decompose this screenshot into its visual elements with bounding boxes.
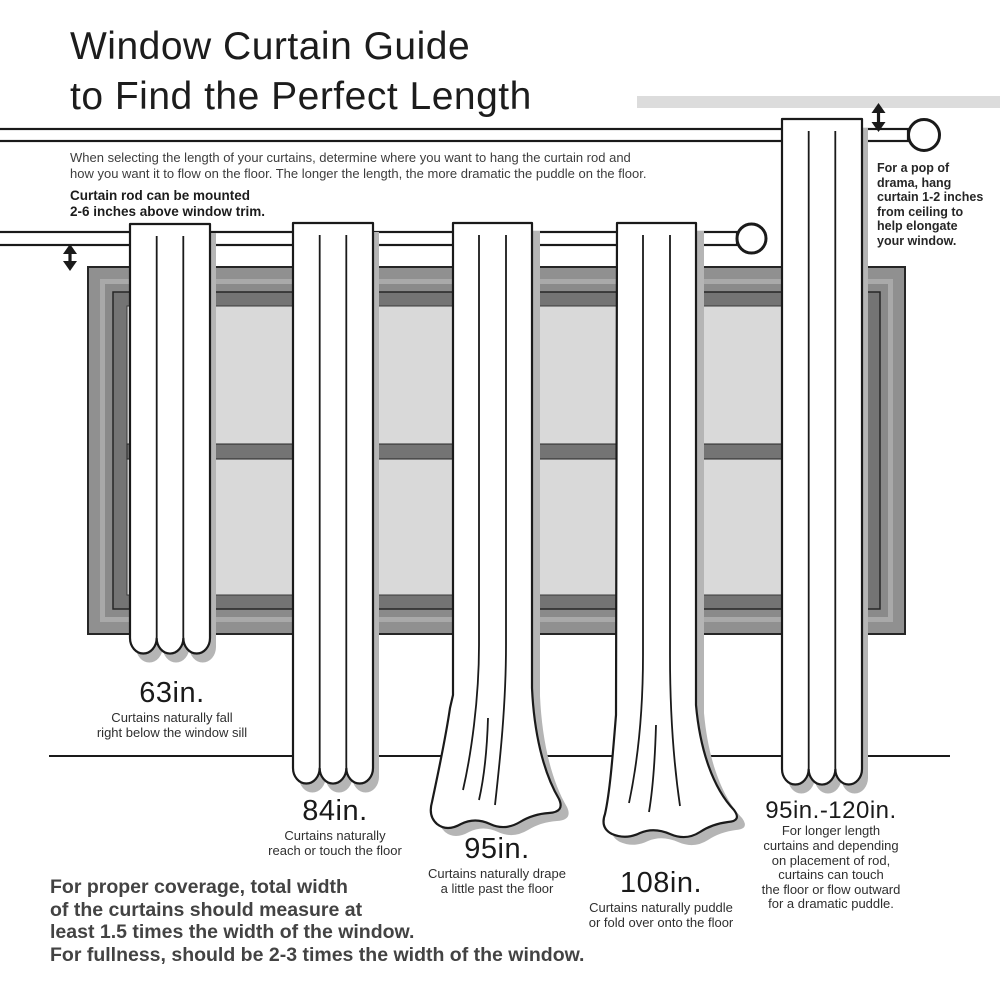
label-95-120in-desc-3: on placement of rod,: [771, 852, 891, 868]
coverage-line-2: of the curtains should measure at: [50, 898, 363, 921]
coverage-note: [50, 876, 584, 966]
coverage-line-4: For fullness, should be 2-3 times the width of the window.: [50, 943, 585, 966]
label-95-120in-desc-1: For longer length: [781, 823, 881, 839]
title-line-1: Window Curtain Guide: [70, 25, 471, 68]
page-title: [70, 22, 532, 122]
rod-finial-right: [909, 120, 940, 151]
pop-note-line-1: For a pop of: [877, 161, 950, 175]
label-108in: [589, 868, 734, 931]
curtain-63in: [130, 224, 216, 663]
pop-note-line-3: curtain 1-2 inches: [877, 190, 984, 204]
rod-note-line-2: 2-6 inches above window trim.: [70, 204, 266, 219]
pop-note-line-5: help elongate: [877, 219, 958, 233]
pop-of-drama-note: [877, 161, 983, 248]
label-95in-size: 95in.: [464, 833, 530, 865]
ceiling-bar: [637, 96, 1000, 108]
label-84in-desc-1: Curtains naturally: [284, 827, 386, 843]
label-95in-desc-1: Curtains naturally drape: [427, 865, 567, 881]
intro-line-2: how you want it to flow on the floor. The longer the length, the more dramatic the puddle on the floor.: [70, 165, 647, 181]
pop-note-line-4: from ceiling to: [877, 204, 964, 219]
pop-note-line-6: your window.: [877, 233, 957, 248]
label-108in-size: 108in.: [619, 867, 702, 899]
label-108in-desc-1: Curtains naturally puddle: [589, 899, 733, 915]
label-63in-desc-1: Curtains naturally fall: [111, 709, 233, 725]
label-84in: [268, 796, 402, 859]
rod-gap-arrow-icon: [63, 244, 77, 271]
label-95-120in-desc-4: curtains can touch: [778, 867, 884, 883]
rod-finial-main: [737, 224, 766, 253]
label-95in-desc-2: a little past the floor: [440, 881, 554, 897]
label-84in-size: 84in.: [302, 795, 368, 827]
coverage-line-1: For proper coverage, total width: [50, 876, 348, 898]
label-95-120in-desc-6: for a dramatic puddle.: [768, 896, 894, 912]
title-line-2: to Find the Perfect Length: [70, 75, 532, 118]
pop-note-line-2: drama, hang: [877, 175, 952, 190]
label-63in-desc-2: right below the window sill: [96, 725, 248, 741]
intro-line-1: When selecting the length of your curtains, determine where you want to hang the curtain rod and: [70, 150, 631, 165]
label-63in: [97, 678, 247, 741]
label-95-120in-desc-2: curtains and depending: [763, 837, 899, 853]
rod-mounting-note: [70, 188, 265, 220]
label-108in-desc-2: or fold over onto the floor: [588, 915, 734, 931]
coverage-line-3: least 1.5 times the width of the window.: [50, 921, 415, 944]
label-84in-desc-2: reach or touch the floor: [268, 843, 402, 859]
label-95-120in: [762, 798, 901, 912]
label-63in-size: 63in.: [139, 677, 205, 709]
curtain-95-120in: [782, 119, 868, 794]
rod-note-line-1: Curtain rod can be mounted: [70, 188, 251, 203]
intro-paragraph: [70, 150, 646, 181]
label-95-120in-desc-5: the floor or flow outward: [761, 881, 901, 897]
label-95-120in-size: 95in.-120in.: [765, 797, 897, 824]
curtain-84in: [293, 223, 379, 793]
